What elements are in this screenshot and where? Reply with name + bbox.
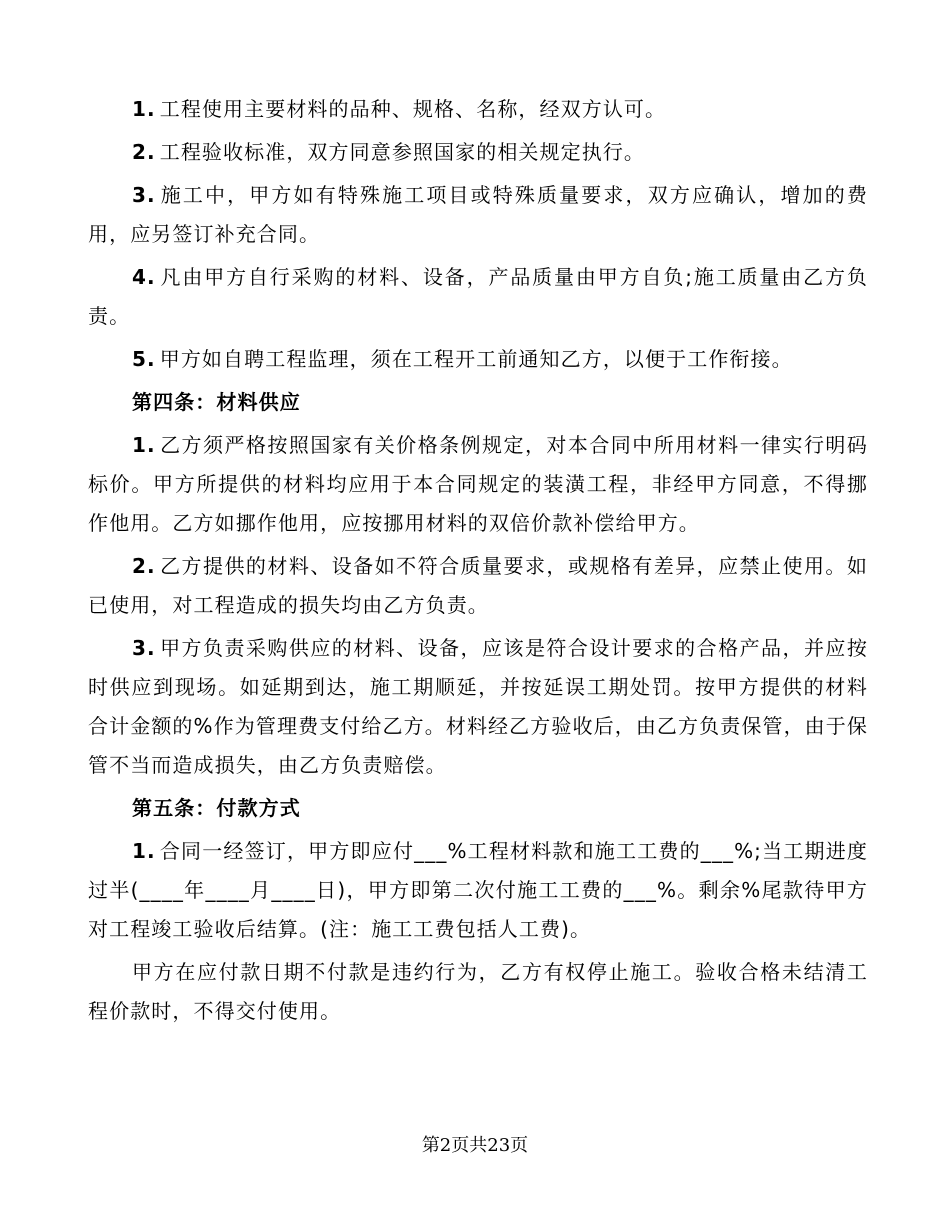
clause-number: 4. bbox=[132, 265, 156, 289]
clause-5-1 bbox=[88, 832, 868, 949]
clause-number: 2. bbox=[132, 554, 156, 578]
clause-number: 3. bbox=[132, 183, 156, 207]
clause-3-1 bbox=[88, 90, 868, 129]
clause-text: 合同一经签订，甲方即应付___%工程材料款和施工工费的___%;当工期进度过半(____年____月____日)，甲方即第二次付施工工费的___%。剩余%尾款待甲方对工程竣工验收后结算。(注：施工工费包括人工费)。 bbox=[88, 839, 868, 941]
clause-text: 施工中，甲方如有特殊施工项目或特殊质量要求，双方应确认，增加的费用，应另签订补充合同。 bbox=[88, 183, 868, 246]
clause-text: 工程使用主要材料的品种、规格、名称，经双方认可。 bbox=[159, 97, 667, 121]
clause-number: 5. bbox=[132, 347, 156, 371]
clause-4-3 bbox=[88, 629, 868, 785]
clause-3-4 bbox=[88, 258, 868, 336]
clause-number: 3. bbox=[132, 636, 156, 660]
clause-text: 甲方如自聘工程监理，须在工程开工前通知乙方，以便于工作衔接。 bbox=[159, 347, 793, 371]
article-5-heading: 第五条：付款方式 bbox=[132, 796, 301, 820]
clause-number: 1. bbox=[132, 839, 156, 863]
clause-number: 2. bbox=[132, 140, 156, 164]
document-body bbox=[88, 90, 868, 1035]
clause-text: 凡由甲方自行采购的材料、设备，产品质量由甲方自负;施工质量由乙方负责。 bbox=[88, 265, 868, 328]
clause-3-3 bbox=[88, 176, 868, 254]
clause-text: 乙方提供的材料、设备如不符合质量要求，或规格有差异，应禁止使用。如已使用，对工程造成的损失均由乙方负责。 bbox=[88, 554, 868, 617]
clause-number: 1. bbox=[132, 97, 156, 121]
article-5-note: 甲方在应付款日期不付款是违约行为，乙方有权停止施工。验收合格未结清工程价款时，不得交付使用。 bbox=[88, 960, 868, 1023]
clause-3-5 bbox=[88, 340, 868, 379]
clause-4-2 bbox=[88, 547, 868, 625]
clause-4-1 bbox=[88, 426, 868, 543]
clause-3-2 bbox=[88, 133, 868, 172]
article-4-heading: 第四条：材料供应 bbox=[132, 390, 301, 414]
clause-text: 甲方负责采购供应的材料、设备，应该是符合设计要求的合格产品，并应按时供应到现场。如延期到达，施工期顺延，并按延误工期处罚。按甲方提供的材料合计金额的%作为管理费支付给乙方。材料经乙方验收后，由乙方负责保管，由于保管不当而造成损失，由乙方负责赔偿。 bbox=[88, 636, 868, 777]
page-number: 第2页共23页 bbox=[421, 1135, 529, 1156]
clause-text: 乙方须严格按照国家有关价格条例规定，对本合同中所用材料一律实行明码标价。甲方所提供的材料均应用于本合同规定的装潢工程，非经甲方同意，不得挪作他用。乙方如挪作他用，应按挪用材料的双倍价款补偿给甲方。 bbox=[88, 433, 868, 535]
clause-number: 1. bbox=[132, 433, 156, 457]
clause-text: 工程验收标准，双方同意参照国家的相关规定执行。 bbox=[159, 140, 646, 164]
